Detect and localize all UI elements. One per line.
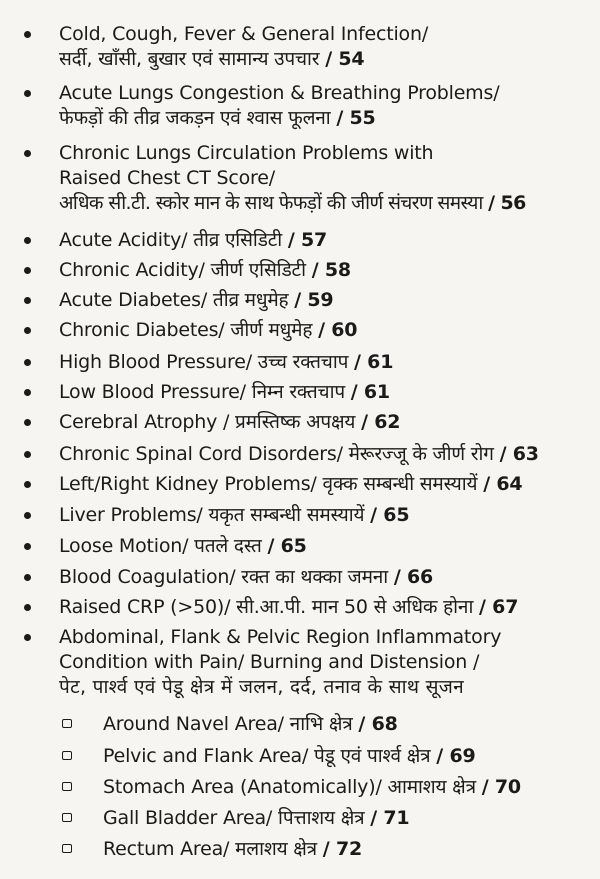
item-line: Condition with Pain/ Burning and Distension / xyxy=(59,651,480,673)
bullet xyxy=(24,543,31,550)
item-line: Cold, Cough, Fever & General Infection/ xyxy=(59,23,429,45)
item-line: Raised Chest CT Score/ xyxy=(59,167,275,189)
item-line: Loose Motion/ पतले दस्त xyxy=(59,535,262,557)
item-line: Cerebral Atrophy / प्रमस्तिष्क अपक्षय xyxy=(59,411,356,433)
page-number: / 65 xyxy=(370,504,410,526)
bullet xyxy=(24,634,31,641)
bullet xyxy=(24,90,31,97)
page-number: / 55 xyxy=(336,107,376,129)
page-number: / 67 xyxy=(479,596,519,618)
item-line: Liver Problems/ यकृत सम्बन्धी समस्यायें xyxy=(59,504,365,526)
checkbox-square-icon xyxy=(62,813,72,822)
page-number: / 72 xyxy=(322,838,362,860)
item-text xyxy=(59,141,592,216)
bullet xyxy=(24,451,31,458)
bullet xyxy=(24,604,31,611)
page-number: / 66 xyxy=(393,566,434,588)
page-number: / 58 xyxy=(311,259,351,281)
item-line: Pelvic and Flank Area/ पेडू एवं पार्श्व क्षेत्र xyxy=(103,745,431,767)
item-line: पेट, पार्श्व एवं पेडू क्षेत्र में जलन, दर्द, तनाव के साथ सूजन xyxy=(59,676,465,698)
checkbox-square-icon xyxy=(62,782,72,791)
bullet xyxy=(24,237,31,244)
page-number: / 57 xyxy=(287,229,328,251)
item-text xyxy=(59,625,592,700)
item-line: Around Navel Area/ नाभि क्षेत्र xyxy=(103,713,353,735)
item-line: Acute Lungs Congestion & Breathing Problems/ xyxy=(59,82,500,104)
bullet xyxy=(24,359,31,366)
item-line: फेफड़ों की तीव्र जकड़न एवं श्वास फूलना xyxy=(59,107,331,129)
page-number: / 63 xyxy=(499,443,539,465)
item-line: Abdominal, Flank & Pelvic Region Inflammatory xyxy=(59,626,502,648)
item-line: High Blood Pressure/ उच्च रक्तचाप xyxy=(59,351,349,373)
item-line: Raised CRP (>50)/ सी.आ.पी. मान 50 से अधिक होना xyxy=(59,596,474,618)
bullet xyxy=(24,419,31,426)
item-line: सर्दी, खाँसी, बुखार एवं सामान्य उपचार xyxy=(59,48,320,70)
bullet xyxy=(24,481,31,488)
checkbox-square-icon xyxy=(62,719,72,728)
page-number: / 61 xyxy=(354,351,394,373)
page-number: / 54 xyxy=(325,48,365,70)
bullet xyxy=(24,327,31,334)
item-line: अधिक सी.टी. स्कोर मान के साथ फेफड़ों की जीर्ण संचरण समस्या xyxy=(59,192,483,214)
page-number: / 62 xyxy=(361,411,401,433)
bullet xyxy=(24,31,31,38)
page-number: / 56 xyxy=(488,192,526,214)
page-number: / 69 xyxy=(436,745,476,767)
item-line: Low Blood Pressure/ निम्न रक्तचाप xyxy=(59,381,345,403)
item-line: Left/Right Kidney Problems/ वृक्क सम्बन्धी समस्यायें xyxy=(59,473,478,495)
item-line: Gall Bladder Area/ पित्ताशय क्षेत्र xyxy=(103,807,365,829)
item-line: Blood Coagulation/ रक्त का थक्का जमना xyxy=(59,566,389,588)
bullet xyxy=(24,389,31,396)
bullet xyxy=(24,512,31,519)
item-text xyxy=(59,81,592,131)
page-number: / 68 xyxy=(358,713,398,735)
page-number: / 70 xyxy=(481,776,521,798)
item-line: Rectum Area/ मलाशय क्षेत्र xyxy=(103,838,317,860)
item-line: Chronic Lungs Circulation Problems with xyxy=(59,142,434,164)
checkbox-square-icon xyxy=(62,844,72,853)
bullet xyxy=(24,297,31,304)
page-number: / 65 xyxy=(267,535,307,557)
item-line: Chronic Spinal Cord Disorders/ मेरूरज्जू के जीर्ण रोग xyxy=(59,443,494,465)
page-number: / 60 xyxy=(318,319,358,341)
page-number: / 64 xyxy=(483,473,523,495)
item-line: Chronic Diabetes/ जीर्ण मधुमेह xyxy=(59,319,313,341)
bullet xyxy=(24,574,31,581)
item-line: Acute Acidity/ तीव्र एसिडिटी xyxy=(59,229,283,251)
checkbox-square-icon xyxy=(62,751,72,760)
page-number: / 59 xyxy=(294,289,334,311)
item-line: Acute Diabetes/ तीव्र मधुमेह xyxy=(59,289,289,311)
bullet xyxy=(24,150,31,157)
page-number: / 61 xyxy=(350,381,390,403)
item-text xyxy=(59,22,592,72)
page-number: / 71 xyxy=(370,807,410,829)
item-line: Stomach Area (Anatomically)/ आमाशय क्षेत्र xyxy=(103,776,476,798)
bullet xyxy=(24,267,31,274)
item-line: Chronic Acidity/ जीर्ण एसिडिटी xyxy=(59,259,306,281)
